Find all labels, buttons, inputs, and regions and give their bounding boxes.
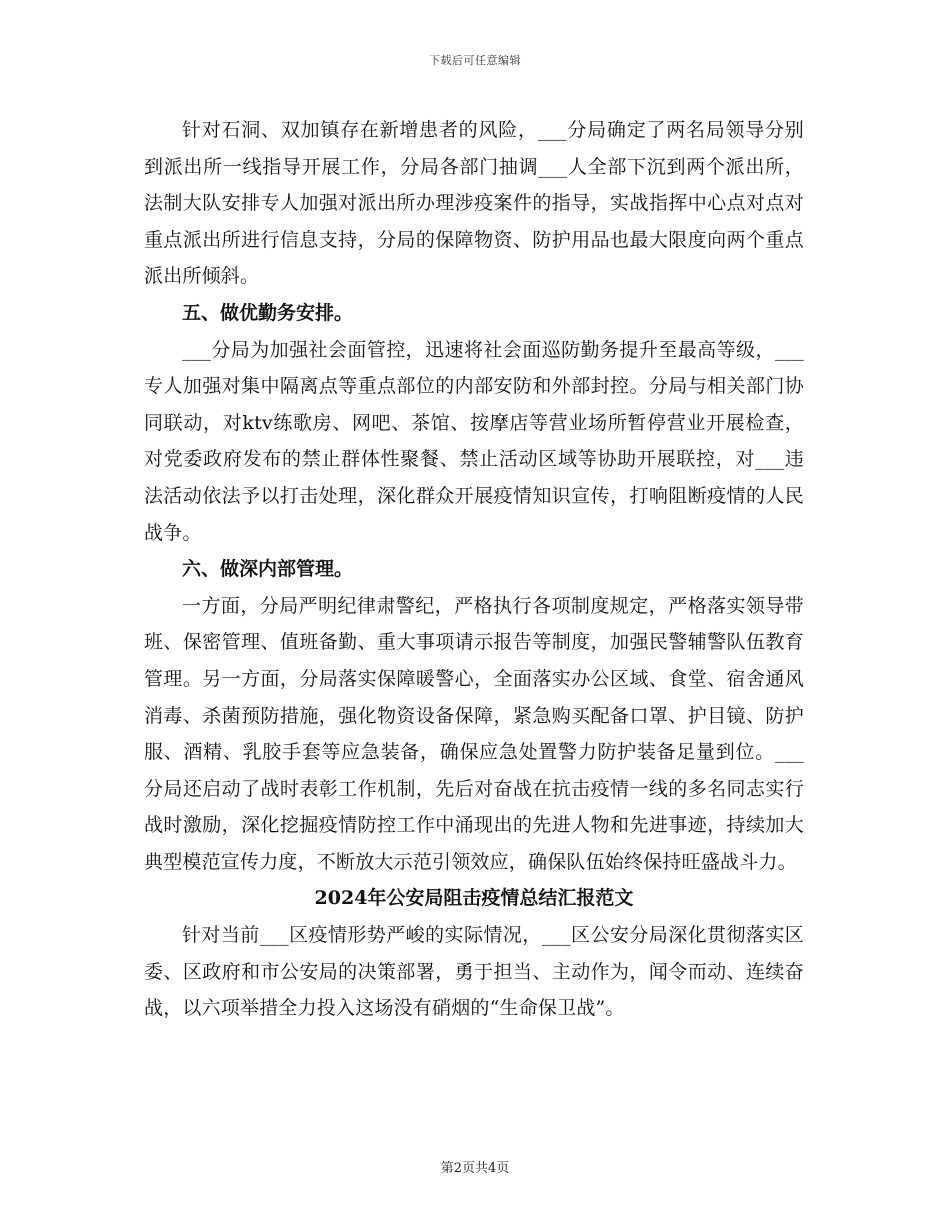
document-title: 2024年公安局阻击疫情总结汇报范文 — [314, 887, 634, 910]
body-paragraph: ___分局为加强社会面管控，迅速将社会面巡防勤务提升至最高等级，___专人加强对集中隔离点等重点部位的内部安防和外部封控。分局与相关部门协同联动，对ktv练歌房、网吧、茶馆、按摩店等营业场所暂停营业开展检查，对党委政府发布的禁止群体性聚餐、禁止活动区域等协助开展联控，对___违法活动依法予以打击处理，深化群众开展疫情知识宣传，打响阻断疫情的人民战争。 — [144, 338, 804, 544]
body-paragraph: 针对石洞、双加镇存在新增患者的风险，___分局确定了两名局领导分别到派出所一线指导开展工作，分局各部门抽调___人全部下沉到两个派出所，法制大队安排专人加强对派出所办理涉疫案件的指导，实战指挥中心点对点对重点派出所进行信息支持，分局的保障物资、防护用品也最大限度向两个重点派出所倾斜。 — [144, 119, 804, 288]
page-header: 下载后可任意编辑 — [429, 54, 521, 67]
page-number: 第2页共4页 — [440, 1161, 510, 1176]
section-heading: 五、做优勤务安排。 — [182, 301, 354, 324]
document-body — [144, 112, 804, 1027]
body-paragraph: 针对当前___区疫情形势严峻的实际情况，___区公安分局深化贯彻落实区委、区政府和市公安局的决策部署，勇于担当、主动作为，闻令而动、连续奋战，以六项举措全力投入这场没有硝烟的“生命保卫战”。 — [144, 924, 804, 1020]
body-paragraph: 一方面，分局严明纪律肃警纪，严格执行各项制度规定，严格落实领导带班、保密管理、值班备勤、重大事项请示报告等制度，加强民警辅警队伍教育管理。另一方面，分局落实保障暖警心，全面落实办公区域、食堂、宿舍通风消毒、杀菌预防措施，强化物资设备保障，紧急购买配备口罩、护目镜、防护服、酒精、乳胶手套等应急装备，确保应急处置警力防护装备足量到位。___分局还启动了战时表彰工作机制，先后对奋战在抗击疫情一线的多名同志实行战时激励，深化挖掘疫情防控工作中涌现出的先进人物和先进事迹，持续加大典型模范宣传力度，不断放大示范引领效应，确保队伍始终保持旺盛战斗力。 — [144, 594, 804, 873]
section-heading: 六、做深内部管理。 — [182, 558, 354, 581]
